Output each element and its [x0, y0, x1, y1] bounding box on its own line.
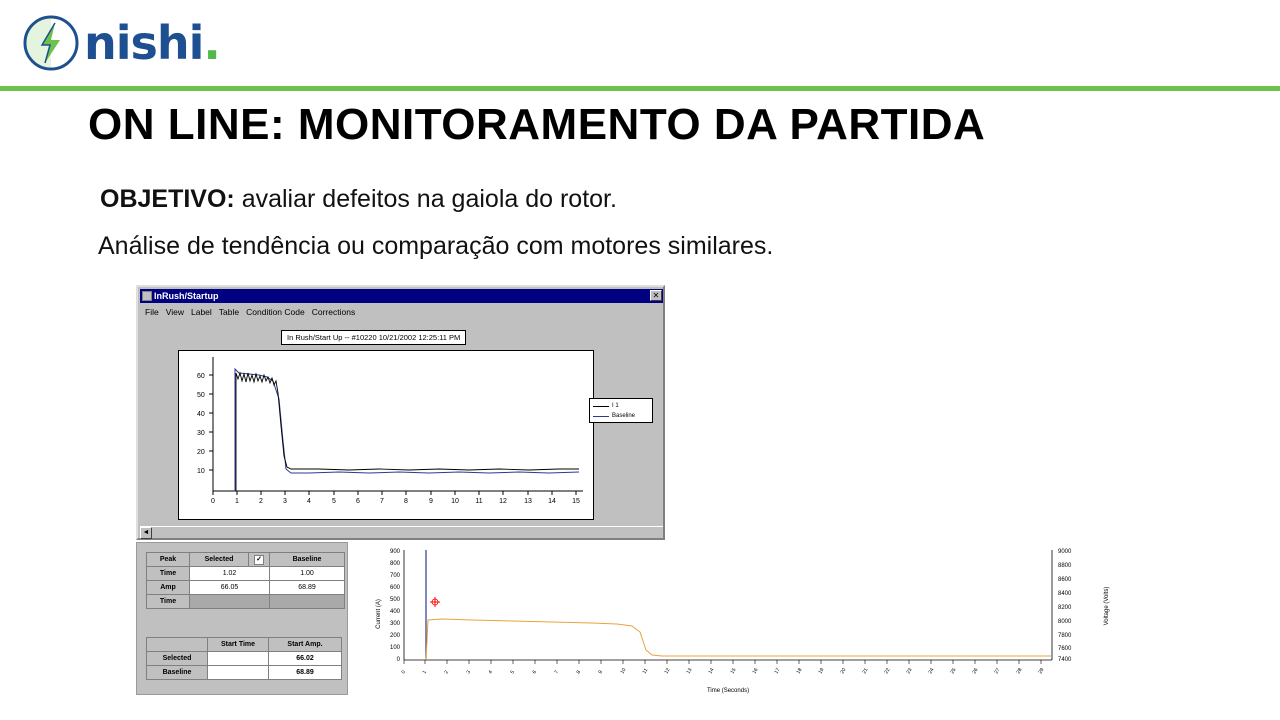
svg-text:900: 900: [389, 549, 400, 555]
menu-item-table[interactable]: Table: [218, 306, 240, 317]
svg-text:28: 28: [1015, 667, 1024, 675]
svg-text:7400: 7400: [1058, 657, 1072, 663]
svg-text:25: 25: [949, 667, 958, 675]
svg-text:8800: 8800: [1058, 563, 1072, 569]
nishi-bolt-icon: [22, 14, 80, 72]
svg-text:0: 0: [400, 669, 408, 675]
svg-text:18: 18: [795, 667, 804, 675]
cell-baseline-time2: [270, 595, 345, 609]
row-label-time: Time: [147, 567, 190, 581]
svg-text:2: 2: [259, 498, 263, 505]
scroll-left-arrow-icon[interactable]: ◄: [140, 527, 152, 539]
menu-item-condition-code[interactable]: Condition Code: [246, 306, 305, 317]
svg-text:15: 15: [729, 667, 738, 675]
svg-text:20: 20: [197, 449, 205, 456]
close-icon[interactable]: ✕: [650, 290, 662, 301]
svg-text:13: 13: [524, 498, 532, 505]
cell-selected-amp: 66.05: [190, 581, 270, 595]
objective-label: OBJETIVO:: [100, 185, 235, 213]
svg-text:10: 10: [619, 667, 628, 675]
svg-text:11: 11: [475, 498, 483, 505]
svg-text:4: 4: [487, 669, 495, 675]
chart-caption: In Rush/Start Up -- #10220 10/21/2002 12:25:11 PM: [281, 330, 466, 345]
objective-text: avaliar defeitos na gaiola do rotor.: [234, 185, 617, 213]
col-start-time: Start Time: [208, 638, 269, 652]
svg-text:200: 200: [389, 633, 400, 639]
cell-selected-time2: [190, 595, 270, 609]
svg-text:1: 1: [421, 669, 429, 675]
svg-text:27: 27: [993, 667, 1002, 675]
analysis-line: Análise de tendência ou comparação com motores similares.: [98, 232, 774, 260]
svg-text:800: 800: [389, 561, 400, 567]
svg-text:19: 19: [817, 667, 826, 675]
legend-swatch-baseline: [593, 416, 609, 417]
cell-baseline-start-time: [208, 666, 269, 680]
svg-text:600: 600: [389, 585, 400, 591]
cell-selected-time: 1.02: [190, 567, 270, 581]
current-voltage-plot-svg: [352, 542, 1146, 695]
svg-text:300: 300: [389, 621, 400, 627]
menu-item-view[interactable]: View: [165, 306, 184, 317]
table-row: [147, 595, 345, 609]
legend-swatch-i1: [593, 406, 609, 407]
objective-line: [100, 185, 617, 214]
cell-selected-start-amp: 66.02: [269, 652, 342, 666]
svg-text:8: 8: [575, 669, 583, 675]
page-title: ON LINE: MONITORAMENTO DA PARTIDA: [88, 100, 986, 149]
svg-text:10: 10: [197, 468, 205, 475]
svg-text:9: 9: [429, 498, 433, 505]
svg-text:30: 30: [197, 430, 205, 437]
window-titlebar: [140, 289, 663, 303]
horizontal-scrollbar[interactable]: [140, 526, 663, 538]
svg-text:8000: 8000: [1058, 619, 1072, 625]
svg-text:12: 12: [663, 667, 672, 675]
peak-data-panel: [136, 542, 348, 695]
col-checkbox: [249, 553, 270, 567]
svg-text:6: 6: [356, 498, 360, 505]
svg-text:8400: 8400: [1058, 591, 1072, 597]
col-baseline: Baseline: [270, 553, 345, 567]
cell-baseline-time: 1.00: [270, 567, 345, 581]
svg-text:700: 700: [389, 573, 400, 579]
window-icon: [142, 291, 152, 301]
svg-text:60: 60: [197, 373, 205, 380]
start-table: [146, 637, 342, 680]
svg-text:4: 4: [307, 498, 311, 505]
col-selected: Selected: [190, 553, 249, 567]
row-label-baseline: Baseline: [147, 666, 208, 680]
inrush-startup-window: [136, 285, 665, 540]
inrush-chart-svg: [179, 351, 593, 519]
svg-text:24: 24: [927, 667, 936, 675]
menu-item-corrections[interactable]: Corrections: [311, 306, 356, 317]
svg-text:0: 0: [396, 657, 400, 663]
svg-text:Current (A): Current (A): [376, 599, 382, 629]
svg-text:21: 21: [861, 667, 870, 675]
svg-text:7: 7: [553, 669, 561, 675]
table-row: [147, 666, 342, 680]
svg-text:3: 3: [283, 498, 287, 505]
svg-text:22: 22: [883, 667, 892, 675]
svg-text:13: 13: [685, 667, 694, 675]
svg-text:10: 10: [451, 498, 459, 505]
svg-text:12: 12: [499, 498, 507, 505]
svg-text:17: 17: [773, 667, 782, 675]
svg-text:7600: 7600: [1058, 646, 1072, 652]
screenshot-composite: [136, 285, 1146, 695]
svg-text:2: 2: [443, 669, 451, 675]
legend-item-baseline: [593, 411, 649, 421]
brand-name: nishi.: [84, 16, 220, 70]
chart-legend: [589, 398, 653, 423]
svg-text:20: 20: [839, 667, 848, 675]
svg-text:7: 7: [380, 498, 384, 505]
svg-text:Time (Seconds): Time (Seconds): [706, 688, 750, 694]
svg-text:26: 26: [971, 667, 980, 675]
svg-text:29: 29: [1037, 667, 1046, 675]
legend-label-baseline: Baseline: [612, 413, 636, 419]
table-header-row: [147, 553, 345, 567]
inrush-chart: [178, 350, 594, 520]
cell-baseline-amp: 68.89: [270, 581, 345, 595]
cell-baseline-start-amp: 68.89: [269, 666, 342, 680]
menu-item-label[interactable]: Label: [190, 306, 212, 317]
svg-text:9000: 9000: [1058, 549, 1072, 555]
svg-text:50: 50: [197, 392, 205, 399]
table-row: [147, 567, 345, 581]
legend-label-i1: I 1: [612, 403, 619, 409]
svg-text:16: 16: [751, 667, 760, 675]
svg-text:8: 8: [404, 498, 408, 505]
baseline-checkbox[interactable]: ✓: [254, 555, 264, 565]
svg-text:23: 23: [905, 667, 914, 675]
table-header-row: [147, 638, 342, 652]
svg-text:100: 100: [389, 645, 400, 651]
svg-text:Voltage (Volts): Voltage (Volts): [1104, 586, 1110, 626]
row-label-amp: Amp: [147, 581, 190, 595]
table-row: [147, 652, 342, 666]
current-voltage-plot: [352, 542, 1146, 695]
svg-text:8600: 8600: [1058, 577, 1072, 583]
svg-text:1: 1: [235, 498, 239, 505]
legend-item-i1: [593, 401, 649, 411]
svg-text:3: 3: [465, 669, 473, 675]
svg-text:15: 15: [572, 498, 580, 505]
svg-text:5: 5: [509, 669, 517, 675]
svg-text:11: 11: [641, 667, 650, 675]
row-label-selected: Selected: [147, 652, 208, 666]
svg-text:14: 14: [548, 498, 556, 505]
svg-text:0: 0: [211, 498, 215, 505]
chart-panel: [141, 320, 662, 525]
menu-item-file[interactable]: File: [145, 306, 159, 317]
slide-header: [0, 0, 1280, 86]
row-label-time2: Time: [147, 595, 190, 609]
col-start-amp: Start Amp.: [269, 638, 342, 652]
brand-dot: .: [203, 16, 220, 70]
svg-text:9: 9: [597, 669, 605, 675]
svg-text:6: 6: [531, 669, 539, 675]
col-peak: Peak: [147, 553, 190, 567]
svg-text:400: 400: [389, 609, 400, 615]
window-menubar: [140, 305, 663, 318]
svg-text:14: 14: [707, 667, 716, 675]
svg-text:500: 500: [389, 597, 400, 603]
header-divider: [0, 86, 1280, 91]
brand-logo: [22, 14, 220, 72]
svg-text:8200: 8200: [1058, 605, 1072, 611]
table-row: [147, 581, 345, 595]
cell-selected-start-time: [208, 652, 269, 666]
svg-text:40: 40: [197, 411, 205, 418]
cursor-marker-icon: [430, 597, 440, 607]
col-blank: [147, 638, 208, 652]
peak-table: [146, 552, 345, 609]
svg-text:7800: 7800: [1058, 633, 1072, 639]
window-title: InRush/Startup: [154, 291, 219, 301]
svg-text:5: 5: [332, 498, 336, 505]
